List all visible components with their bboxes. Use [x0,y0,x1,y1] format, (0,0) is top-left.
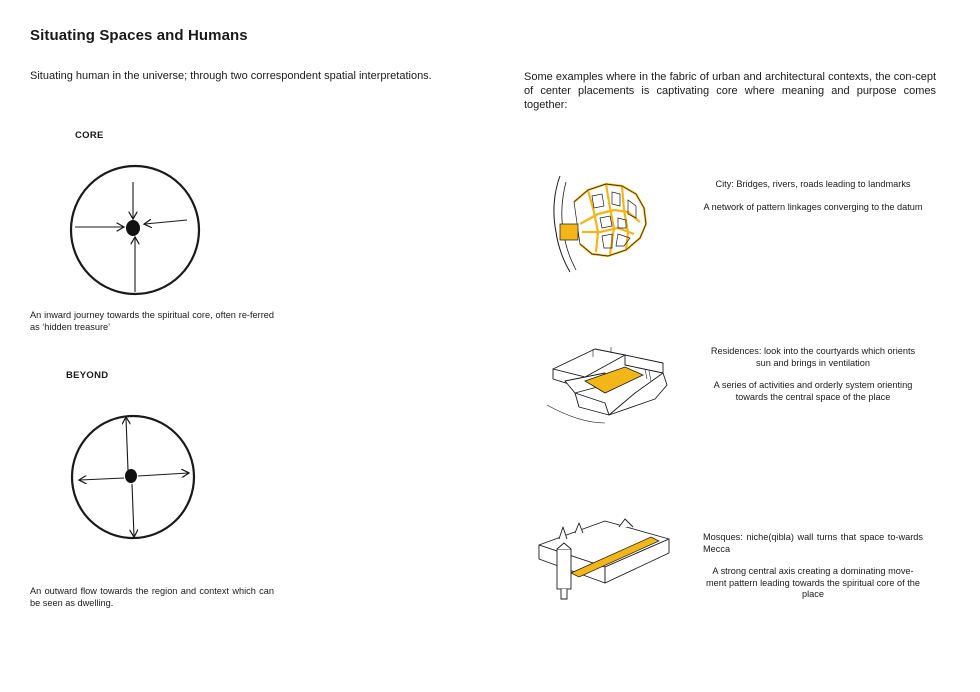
mosque-sketch [535,515,675,605]
example-residence-line1: Residences: look into the courtyards which orients sun and brings in ventilation [710,346,916,368]
example-city-line2: A network of pattern linkages converging to the datum [703,201,923,212]
beyond-caption: An outward flow towards the region and context which can be seen as dwelling. [30,586,274,608]
intro-right: Some examples where in the fabric of urban and architectural contexts, the con-cept of center placements is captivating core where meaning and purpose comes together: [524,71,936,111]
residence-courtyard-sketch [545,335,680,425]
core-diagram [65,160,205,300]
example-city-text [703,179,923,224]
example-residence-text [703,346,923,414]
example-mosque-line2: A strong central axis creating a dominating move-ment pattern leading towards the spiritual core of the place [706,566,920,599]
city-datum [560,224,578,240]
core-caption: An inward journey towards the spiritual core, often re-ferred as ‘hidden treasure’ [30,310,274,332]
example-residence-line2: A series of activities and orderly system orienting towards the central space of the place [713,380,913,402]
core-dot [126,220,140,236]
beyond-label: BEYOND [66,370,109,381]
beyond-diagram [66,410,201,545]
example-city-line1: City: Bridges, rivers, roads leading to landmarks [715,179,911,189]
core-label: CORE [75,130,104,141]
example-mosque-line1: Mosques: niche(qibla) wall turns that space to-wards Mecca [703,532,923,554]
page-title: Situating Spaces and Humans [30,27,248,44]
intro-left: Situating human in the universe; through two correspondent spatial interpretations. [30,70,432,82]
city-map-sketch [548,172,663,277]
example-mosque-text [703,532,923,612]
beyond-dot [125,469,137,483]
